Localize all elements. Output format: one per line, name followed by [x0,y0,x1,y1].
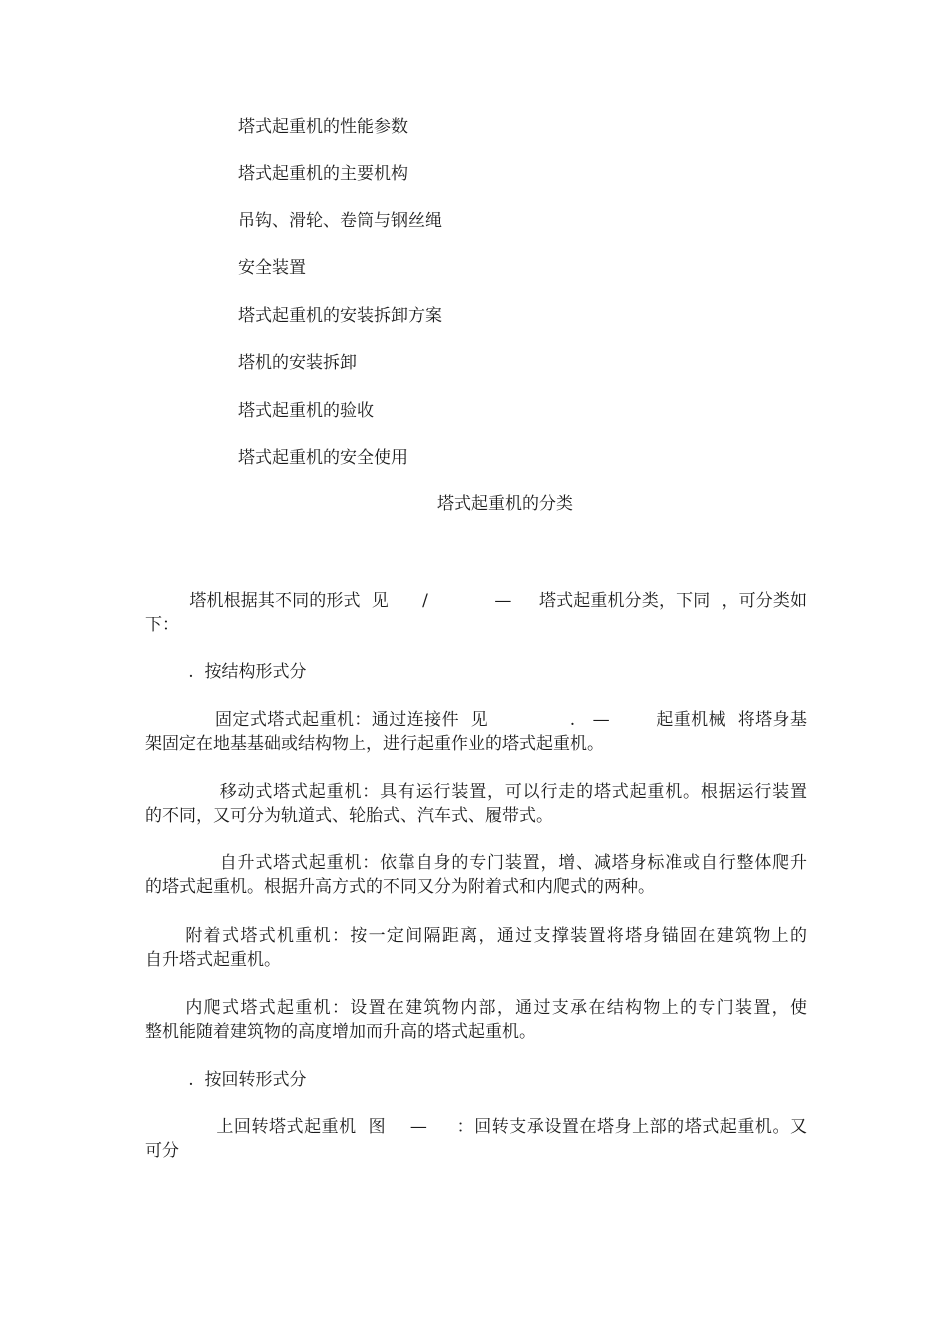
paragraph-line: 移动式塔式起重机：具有运行装置，可以行走的塔式起重机。根据运行装置 [145,782,807,802]
paragraph-line: 自升式塔式起重机：依靠自身的专门装置，增、减塔身标准或自行整体爬升 [145,853,807,873]
paragraph-line: 的塔式起重机。根据升高方式的不同又分为附着式和内爬式的两种。 [145,877,655,897]
paragraph-line: 下： [145,615,179,635]
fixed-crane-paragraph [145,708,807,756]
upper-slewing-crane-paragraph [145,1115,807,1163]
paragraph-line: 可分 [145,1141,179,1161]
inner-climbing-crane-paragraph [145,996,807,1044]
toc-item: 塔式起重机的安装拆卸方案 [238,306,442,326]
toc-item: 安全装置 [238,258,306,278]
paragraph-line: 自升塔式起重机。 [145,950,281,970]
toc-item: 塔式起重机的安全使用 [238,448,408,468]
subsection-heading: . 按结构形式分 [145,662,307,682]
mobile-crane-paragraph [145,780,807,828]
self-raising-crane-paragraph [145,851,807,899]
paragraph-line: 附着式塔式机重机：按一定间隔距离，通过支撑装置将塔身锚固在建筑物上的 [145,926,807,946]
toc-item: 塔式起重机的验收 [238,401,374,421]
paragraph-line: 架固定在地基基础或结构物上，进行起重作业的塔式起重机。 [145,734,604,754]
paragraph-line: 塔机根据其不同的形式 见 / — 塔式起重机分类，下同 ，可分类如 [145,591,807,611]
section-title: 塔式起重机的分类 [437,494,573,514]
toc-item: 塔式起重机的性能参数 [238,117,408,137]
paragraph-line: 内爬式塔式起重机：设置在建筑物内部，通过支承在结构物上的专门装置，使 [145,998,807,1018]
subsection-heading: . 按回转形式分 [145,1070,307,1090]
toc-item: 塔式起重机的主要机构 [238,164,408,184]
toc-item: 塔机的安装拆卸 [238,353,357,373]
paragraph-line: 的不同，又可分为轨道式、轮胎式、汽车式、履带式。 [145,806,553,826]
toc-item: 吊钩、滑轮、卷筒与钢丝绳 [238,211,442,231]
intro-paragraph [145,589,807,637]
paragraph-line: 整机能随着建筑物的高度增加而升高的塔式起重机。 [145,1022,536,1042]
attached-crane-paragraph [145,924,807,972]
paragraph-line: 上回转塔式起重机 图 — ：回转支承设置在塔身上部的塔式起重机。又 [145,1117,807,1137]
paragraph-line: 固定式塔式起重机：通过连接件 见 . — 起重机械 将塔身基 [145,710,807,730]
